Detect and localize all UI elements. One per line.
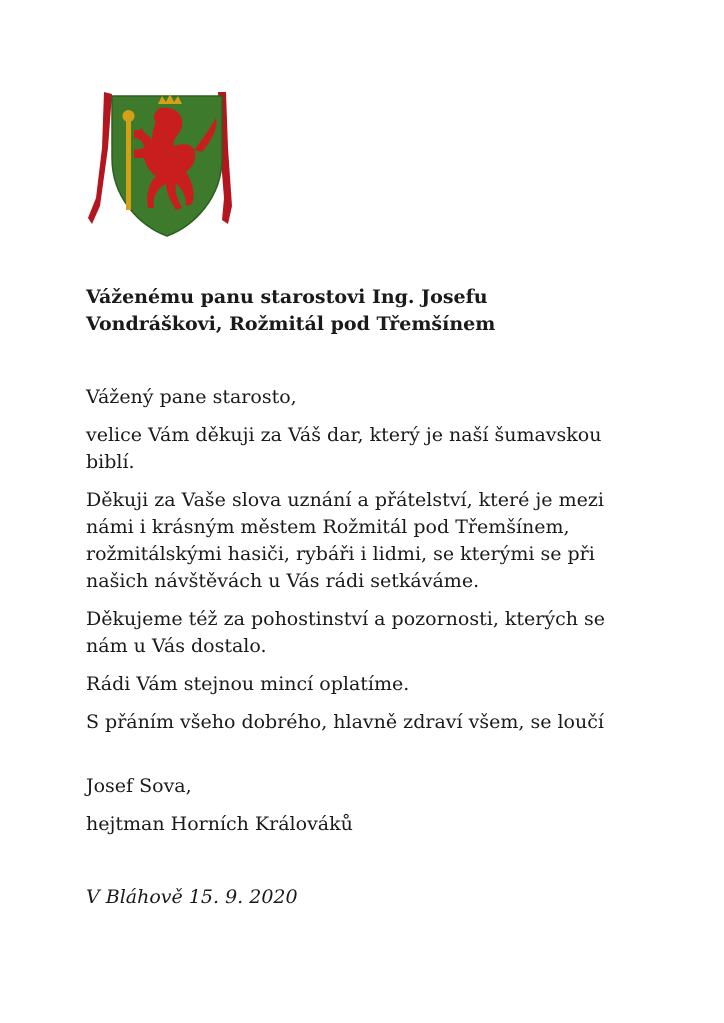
paragraph: [86, 487, 646, 595]
paragraph: [86, 671, 646, 698]
text-line: Děkujeme též za pohostinství a pozornosti, kterých se: [86, 608, 606, 630]
addressee-line: Vondráškovi, Rožmitál pod Třemšínem: [86, 313, 496, 335]
addressee-heading: [86, 284, 686, 338]
coat-of-arms-icon: [82, 88, 240, 238]
text-line: S přáním všeho dobrého, hlavně zdraví všem, se loučí: [86, 711, 604, 733]
addressee-line: Váženému panu starostovi Ing. Josefu: [86, 286, 488, 308]
text-line: Děkuji za Vaše slova uznání a přátelství, které je mezi: [86, 489, 604, 511]
text-line: Rádi Vám stejnou mincí oplatíme.: [86, 673, 410, 695]
letter-body: [86, 384, 646, 747]
signature-title: hejtman Horních Králováků: [86, 813, 353, 835]
salutation: Vážený pane starosto,: [86, 386, 297, 408]
paragraph: [86, 422, 646, 476]
text-line: námi i krásným městem Rožmitál pod Třemšínem,: [86, 516, 570, 538]
mace-icon: [126, 118, 131, 210]
text-line: biblí.: [86, 451, 135, 473]
paragraph: [86, 606, 646, 660]
ribbon-left: [88, 92, 112, 224]
date-line: V Bláhově 15. 9. 2020: [86, 886, 298, 908]
signature-block: [86, 773, 646, 849]
text-line: velice Vám děkuji za Váš dar, který je naší šumavskou: [86, 424, 602, 446]
text-line: nám u Vás dostalo.: [86, 635, 267, 657]
text-line: našich návštěvách u Vás rádi setkáváme.: [86, 570, 480, 592]
paragraph: [86, 709, 646, 736]
signature-name: Josef Sova,: [86, 775, 192, 797]
text-line: rožmitálskými hasiči, rybáři i lidmi, se kterými se při: [86, 543, 595, 565]
